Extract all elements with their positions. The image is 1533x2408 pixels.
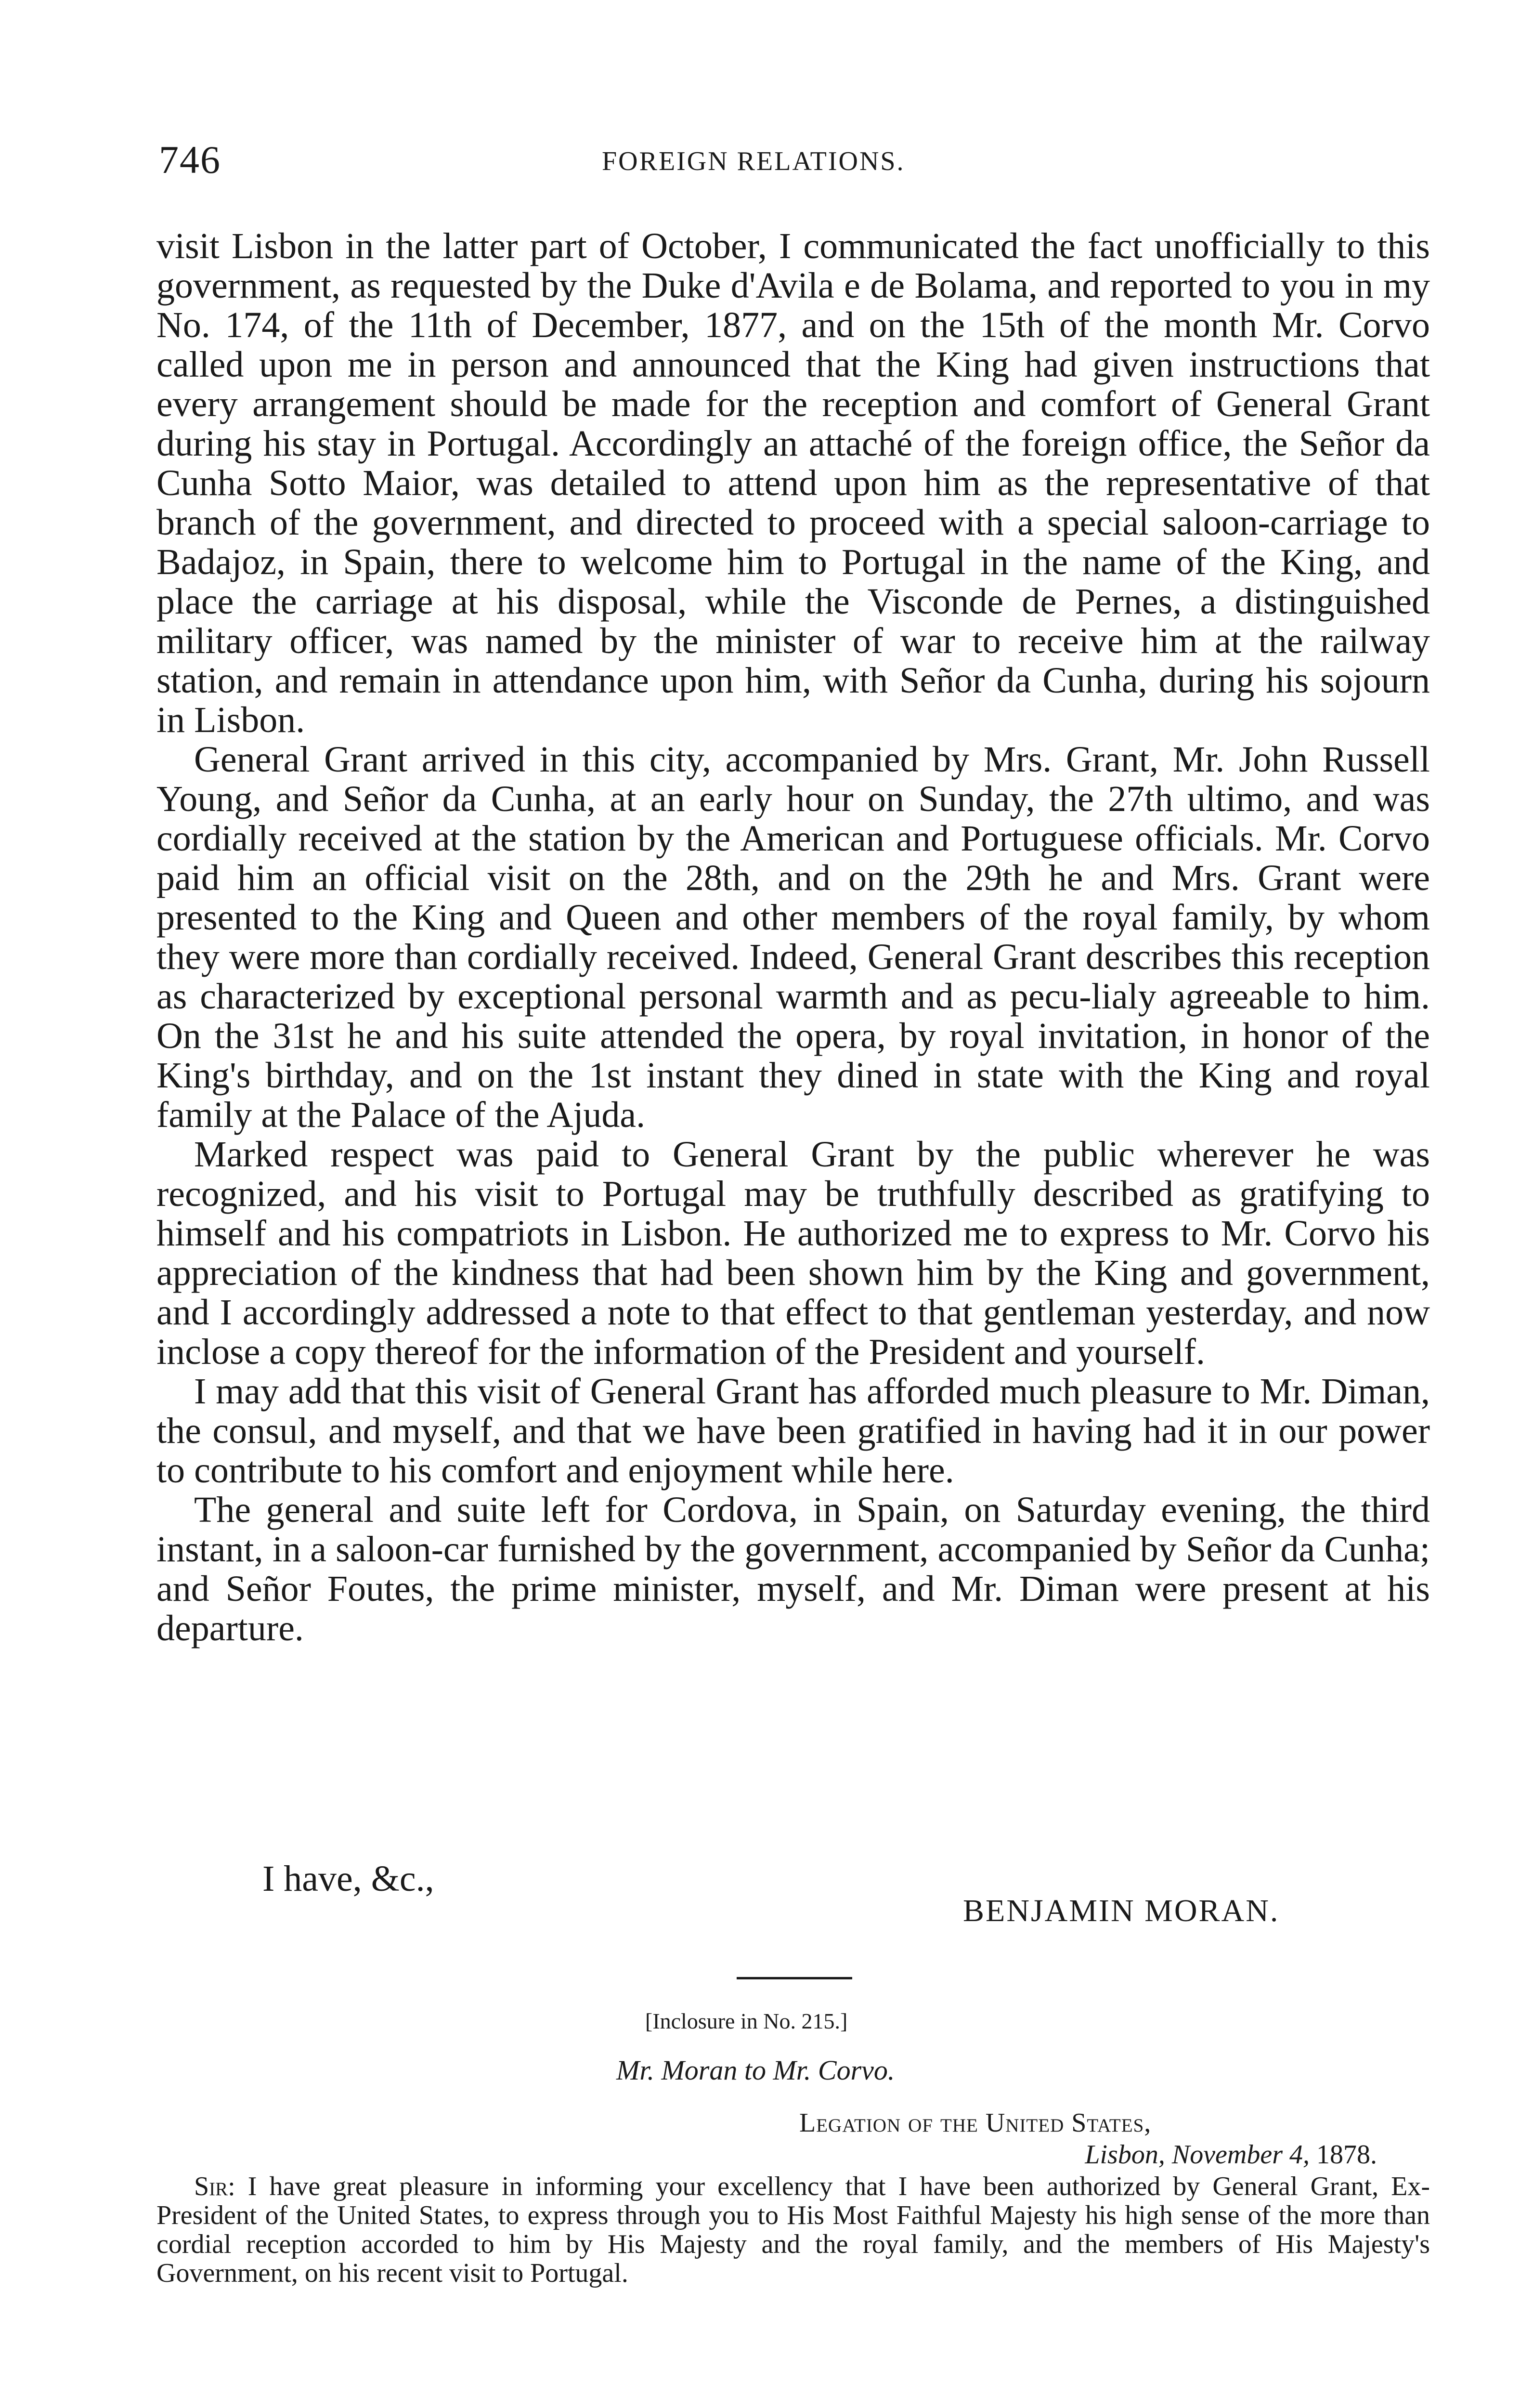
year: 1878. <box>1316 2140 1377 2170</box>
page-number: 746 <box>159 138 221 182</box>
legation-line: Legation of the United States, <box>799 2108 1152 2138</box>
closing-line: I have, &c., <box>262 1858 434 1899</box>
paragraph: The general and suite left for Cordova, in Spain, on Saturday evening, the third instant, in a saloon-car furnished by the government, accompanied by Señor da Cunha; and Señor Foutes, the prime minister, myself, and Mr. Diman were present at his departure. <box>156 1490 1430 1649</box>
date: November 4, <box>1171 2140 1310 2170</box>
place: Lisbon, <box>1085 2140 1165 2170</box>
inclosure-paragraph: I have great pleasure in informing your excellency that I have been authorized by General Grant, Ex-President of the United States, to express through you to His Most Faithful Majesty his high sense of the more than cordial reception accorded to him by His Majesty and the royal family, and the members of His Majesty's Government, on his recent visit to Portugal. <box>156 2172 1430 2288</box>
paragraph: Marked respect was paid to General Grant by the public wherever he was recognized, and his visit to Portugal may be truthfully described as gratifying to himself and his compatriots in Lisbon. He authorized me to express to Mr. Corvo his appreciation of the kindness that had been shown him by the King and government, and I accordingly addressed a note to that effect to that gentleman yesterday, and now inclose a copy thereof for the information of the President and yourself. <box>156 1134 1430 1372</box>
salutation: Sir: <box>194 2172 235 2201</box>
signature: BENJAMIN MORAN. <box>963 1893 1280 1928</box>
page-header <box>159 137 1430 190</box>
inclosure-title: Mr. Moran to Mr. Corvo. <box>616 2055 895 2086</box>
letter-text <box>156 226 1430 1648</box>
place-date-line <box>799 2139 1387 2171</box>
inclosure-label: [Inclosure in No. 215.] <box>645 2009 848 2033</box>
paragraph: visit Lisbon in the latter part of October, I communicated the fact unofficially to this government, as requested by the Duke d'Avila e de Bolama, and reported to you in my No. 174, of the 11th of December, 1877, and on the 15th of the month Mr. Corvo called upon me in person and announced that the King had given instructions that every arrangement should be made for the reception and comfort of General Grant during his stay in Portugal. Accordingly an attaché of the foreign office, the Señor da Cunha Sotto Maior, was detailed to attend upon him as the representative of that branch of the government, and directed to proceed with a special saloon-carriage to Badajoz, in Spain, there to welcome him to Portugal in the name of the King, and place the carriage at his disposal, while the Visconde de Pernes, a distinguished military officer, was named by the minister of war to receive him at the railway station, and remain in attendance upon him, with Señor da Cunha, during his sojourn in Lisbon. <box>156 226 1430 740</box>
inclosure-text <box>156 2172 1430 2288</box>
section-divider <box>737 1977 852 1979</box>
paragraph: General Grant arrived in this city, accompanied by Mrs. Grant, Mr. John Russell Young, and Señor da Cunha, at an early hour on Sunday, the 27th ultimo, and was cordially received at the station by the American and Portuguese officials. Mr. Corvo paid him an official visit on the 28th, and on the 29th he and Mrs. Grant were presented to the King and Queen and other members of the royal family, by whom they were more than cordially received. Indeed, General Grant describes this reception as characterized by exceptional personal warmth and as pecu-lialy agreeable to him. On the 31st he and his suite attended the opera, by royal invitation, in honor of the King's birthday, and on the 1st instant they dined in state with the King and royal family at the Palace of the Ajuda. <box>156 739 1430 1135</box>
running-head: FOREIGN RELATIONS. <box>602 146 905 176</box>
paragraph: I may add that this visit of General Grant has afforded much pleasure to Mr. Diman, the consul, and myself, and that we have been gratified in having had it in our power to contribute to his comfort and enjoyment while here. <box>156 1371 1430 1491</box>
dateline <box>799 2107 1387 2171</box>
paragraph <box>156 2172 1430 2288</box>
